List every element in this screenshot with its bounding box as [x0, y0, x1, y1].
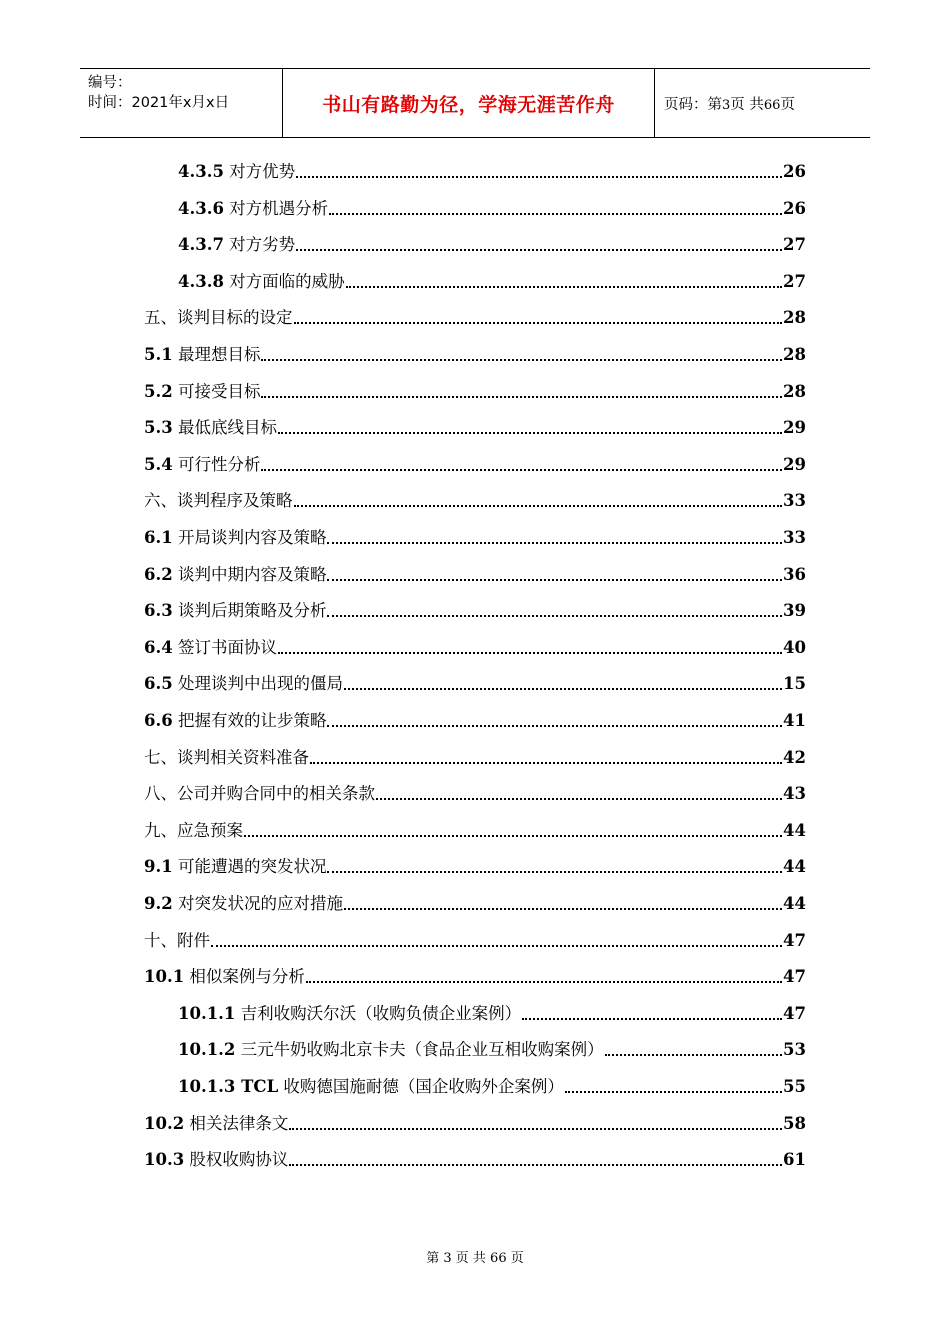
- header-divider: [654, 69, 655, 137]
- toc-page-number: 55: [783, 1077, 806, 1096]
- toc-entry[interactable]: [144, 450, 806, 476]
- toc-entry-label: [178, 1039, 604, 1061]
- toc-entry[interactable]: [144, 523, 806, 549]
- header-motto: 书山有路勤为径，学海无涯苦作舟: [322, 94, 615, 116]
- toc-page-number: 47: [783, 1003, 806, 1023]
- toc-entry[interactable]: [178, 157, 806, 183]
- toc-section-title: 处理谈判中出现的僵局: [172, 674, 343, 694]
- toc-entry-label: [144, 747, 309, 769]
- toc-entry-label: [144, 307, 293, 329]
- toc-section-title: 对方面临的威胁: [223, 271, 345, 291]
- toc-section-title: 吉利收购沃尔沃（收购负债企业案例）: [235, 1003, 522, 1023]
- toc-section-number: 6.5: [144, 674, 173, 694]
- toc-dot-leader: [376, 798, 782, 800]
- toc-section-title: 可行性分析: [172, 454, 261, 474]
- toc-page-number: 39: [783, 601, 806, 621]
- toc-entry-label: [144, 381, 260, 403]
- toc-section-title: 六、谈判程序及策略: [144, 491, 293, 511]
- toc-entry[interactable]: [144, 706, 806, 732]
- toc-dot-leader: [278, 652, 782, 654]
- toc-entry-label: [144, 710, 326, 732]
- toc-section-title: 谈判后期策略及分析: [172, 601, 327, 621]
- toc-entry-label: [144, 893, 343, 915]
- toc-section-number: 6.6: [144, 711, 173, 730]
- toc-entry[interactable]: [144, 560, 806, 586]
- toc-section-number: 4.3.6: [178, 198, 224, 218]
- toc-dot-leader: [289, 1164, 782, 1166]
- toc-page-number: 33: [783, 491, 806, 511]
- toc-section-title: 三元牛奶收购北京卡夫（食品企业互相收购案例）: [235, 1040, 604, 1060]
- toc-entry[interactable]: [144, 779, 806, 805]
- toc-page-number: 15: [783, 674, 806, 694]
- document-date: 时间：2021年x月x日: [88, 95, 230, 111]
- toc-entry-label: [178, 1076, 564, 1098]
- toc-dot-leader: [310, 762, 782, 764]
- toc-entry[interactable]: [144, 413, 806, 439]
- toc-dot-leader: [278, 432, 782, 434]
- toc-dot-leader: [522, 1018, 782, 1020]
- toc-section-title: 最低底线目标: [172, 418, 277, 438]
- page-suffix: 页: [780, 97, 795, 113]
- toc-page-number: 33: [783, 528, 806, 547]
- toc-entry-label: [144, 930, 210, 952]
- toc-dot-leader: [289, 1128, 782, 1130]
- toc-entry[interactable]: [178, 1035, 806, 1061]
- toc-entry[interactable]: [178, 1072, 806, 1098]
- toc-section-title: 最理想目标: [172, 345, 261, 364]
- page-total: 66: [763, 98, 781, 113]
- toc-entry-label: [178, 161, 295, 183]
- toc-page-number: 27: [783, 235, 806, 255]
- toc-page-number: 27: [783, 271, 806, 291]
- toc-dot-leader: [565, 1091, 782, 1093]
- toc-page-number: 28: [783, 381, 806, 401]
- toc-entry[interactable]: [144, 377, 806, 403]
- toc-dot-leader: [346, 286, 782, 288]
- toc-section-title: 七、谈判相关资料准备: [144, 747, 309, 767]
- toc-section-title: 对方劣势: [223, 235, 296, 255]
- toc-section-title: 五、谈判目标的设定: [144, 308, 293, 328]
- toc-section-number: 10.2: [144, 1113, 185, 1133]
- toc-entry-label: [144, 673, 343, 695]
- toc-entry[interactable]: [144, 962, 806, 988]
- toc-page-number: 58: [783, 1113, 806, 1133]
- toc-section-title: 九、应急预案: [144, 820, 243, 840]
- toc-section-number: 4.3.7: [178, 235, 224, 255]
- page-current: 3: [722, 98, 731, 113]
- toc-entry-label: [144, 490, 293, 512]
- toc-section-title: 签订书面协议: [172, 637, 277, 657]
- document-number-label: 编号：: [88, 75, 132, 91]
- toc-entry[interactable]: [144, 596, 806, 622]
- toc-page-number: 40: [783, 637, 806, 657]
- toc-page-number: 47: [783, 967, 806, 987]
- toc-entry[interactable]: [144, 303, 806, 329]
- toc-entry[interactable]: [144, 852, 806, 878]
- toc-entry[interactable]: [178, 194, 806, 220]
- toc-section-title: 相似案例与分析: [184, 967, 305, 987]
- toc-dot-leader: [294, 505, 783, 507]
- toc-entry[interactable]: [144, 1145, 806, 1171]
- toc-dot-leader: [211, 945, 782, 947]
- toc-dot-leader: [327, 615, 782, 617]
- toc-dot-leader: [306, 981, 782, 983]
- toc-entry-label: [144, 527, 326, 549]
- toc-section-number: 9.2: [144, 894, 173, 913]
- toc-dot-leader: [296, 249, 782, 251]
- page-header: [80, 68, 870, 138]
- toc-entry[interactable]: [144, 669, 806, 695]
- toc-page-number: 29: [783, 454, 806, 474]
- toc-section-title: 对方机遇分析: [223, 198, 329, 218]
- toc-dot-leader: [327, 542, 782, 544]
- toc-entry[interactable]: [178, 230, 806, 256]
- toc-section-title: 把握有效的让步策略: [172, 711, 327, 730]
- page-footer: 第 3 页 共 66 页: [426, 1251, 524, 1266]
- toc-page-number: 61: [783, 1150, 806, 1170]
- toc-section-number: 10.1: [144, 967, 185, 987]
- toc-page-number: 44: [783, 857, 806, 877]
- toc-section-number: 6.3: [144, 601, 173, 621]
- toc-page-number: 43: [783, 784, 806, 804]
- toc-section-title: 收购德国施耐德（国企收购外企案例）: [278, 1077, 564, 1096]
- toc-entry-label: [178, 198, 328, 220]
- toc-dot-leader: [327, 725, 782, 727]
- toc-section-title: 相关法律条文: [184, 1113, 289, 1133]
- toc-dot-leader: [329, 213, 782, 215]
- toc-dot-leader: [244, 835, 782, 837]
- toc-section-number: 6.2: [144, 564, 173, 584]
- toc-page-number: 44: [783, 820, 806, 840]
- toc-entry-label: [178, 1003, 521, 1025]
- toc-page-number: 28: [783, 308, 806, 328]
- toc-entry[interactable]: [144, 486, 806, 512]
- toc-page-number: 29: [783, 418, 806, 438]
- toc-section-number: 5.2: [144, 381, 173, 401]
- toc-page-number: 41: [783, 711, 806, 730]
- toc-dot-leader: [327, 579, 782, 581]
- toc-entry-label: [178, 234, 295, 256]
- toc-section-number: 10.1.1: [178, 1003, 236, 1023]
- toc-dot-leader: [261, 396, 782, 398]
- toc-page-number: 47: [783, 930, 806, 950]
- toc-section-number: 10.1.3 TCL: [178, 1077, 279, 1096]
- toc-page-number: 26: [783, 162, 806, 181]
- toc-entry-label: [144, 783, 375, 805]
- toc-dot-leader: [327, 871, 782, 873]
- toc-entry-label: [144, 856, 326, 878]
- page-prefix: 页码：第: [664, 97, 722, 113]
- toc-entry[interactable]: [144, 926, 806, 952]
- toc-section-title: 股权收购协议: [184, 1150, 289, 1170]
- toc-entry-label: [144, 417, 277, 439]
- toc-section-title: 对突发状况的应对措施: [172, 894, 343, 913]
- toc-dot-leader: [605, 1054, 782, 1056]
- page-mid: 页 共: [730, 97, 764, 113]
- toc-page-number: 53: [783, 1040, 806, 1060]
- toc-page-number: 42: [783, 747, 806, 767]
- toc-entry[interactable]: [144, 889, 806, 915]
- toc-entry-label: [178, 271, 345, 293]
- toc-dot-leader: [296, 176, 782, 178]
- toc-entry-label: [144, 966, 305, 988]
- toc-entry-label: [144, 564, 326, 586]
- toc-entry-label: [144, 600, 326, 622]
- header-page-info: [664, 93, 795, 114]
- toc-section-number: 10.1.2: [178, 1040, 236, 1060]
- toc-entry-label: [144, 1149, 288, 1171]
- toc-section-number: 10.3: [144, 1150, 185, 1170]
- toc-entry-label: [144, 454, 260, 476]
- toc-page-number: 44: [783, 894, 806, 913]
- toc-section-number: 4.3.8: [178, 271, 224, 291]
- toc-entry[interactable]: [144, 743, 806, 769]
- toc-entry-label: [144, 1113, 288, 1135]
- toc-page-number: 26: [783, 198, 806, 218]
- toc-section-number: 5.3: [144, 418, 173, 438]
- toc-section-number: 4.3.5: [178, 162, 224, 181]
- toc-section-number: 6.4: [144, 637, 173, 657]
- toc-section-title: 可接受目标: [172, 381, 261, 401]
- toc-entry[interactable]: [144, 340, 806, 366]
- toc-entry-label: [144, 820, 243, 842]
- toc-section-title: 十、附件: [144, 930, 210, 950]
- toc-section-number: 5.1: [144, 345, 173, 364]
- toc-entry[interactable]: [178, 999, 806, 1025]
- toc-section-title: 八、公司并购合同中的相关条款: [144, 784, 375, 804]
- toc-page-number: 36: [783, 564, 806, 584]
- toc-entry[interactable]: [144, 1109, 806, 1135]
- header-left-cell: [88, 73, 229, 113]
- toc-entry[interactable]: [144, 633, 806, 659]
- toc-entry-label: [144, 637, 277, 659]
- toc-section-number: 9.1: [144, 857, 173, 877]
- toc-entry-label: [144, 344, 260, 366]
- toc-section-number: 6.1: [144, 528, 173, 547]
- toc-dot-leader: [261, 359, 782, 361]
- toc-section-title: 对方优势: [223, 162, 296, 181]
- toc-dot-leader: [344, 908, 782, 910]
- toc-entry[interactable]: [178, 267, 806, 293]
- toc-dot-leader: [344, 688, 782, 690]
- toc-dot-leader: [261, 469, 782, 471]
- toc-dot-leader: [294, 322, 783, 324]
- toc-section-title: 可能遭遇的突发状况: [172, 857, 327, 877]
- toc-page-number: 28: [783, 345, 806, 364]
- toc-section-number: 5.4: [144, 454, 173, 474]
- toc-section-title: 谈判中期内容及策略: [172, 564, 327, 584]
- toc-section-title: 开局谈判内容及策略: [172, 528, 327, 547]
- toc-entry[interactable]: [144, 816, 806, 842]
